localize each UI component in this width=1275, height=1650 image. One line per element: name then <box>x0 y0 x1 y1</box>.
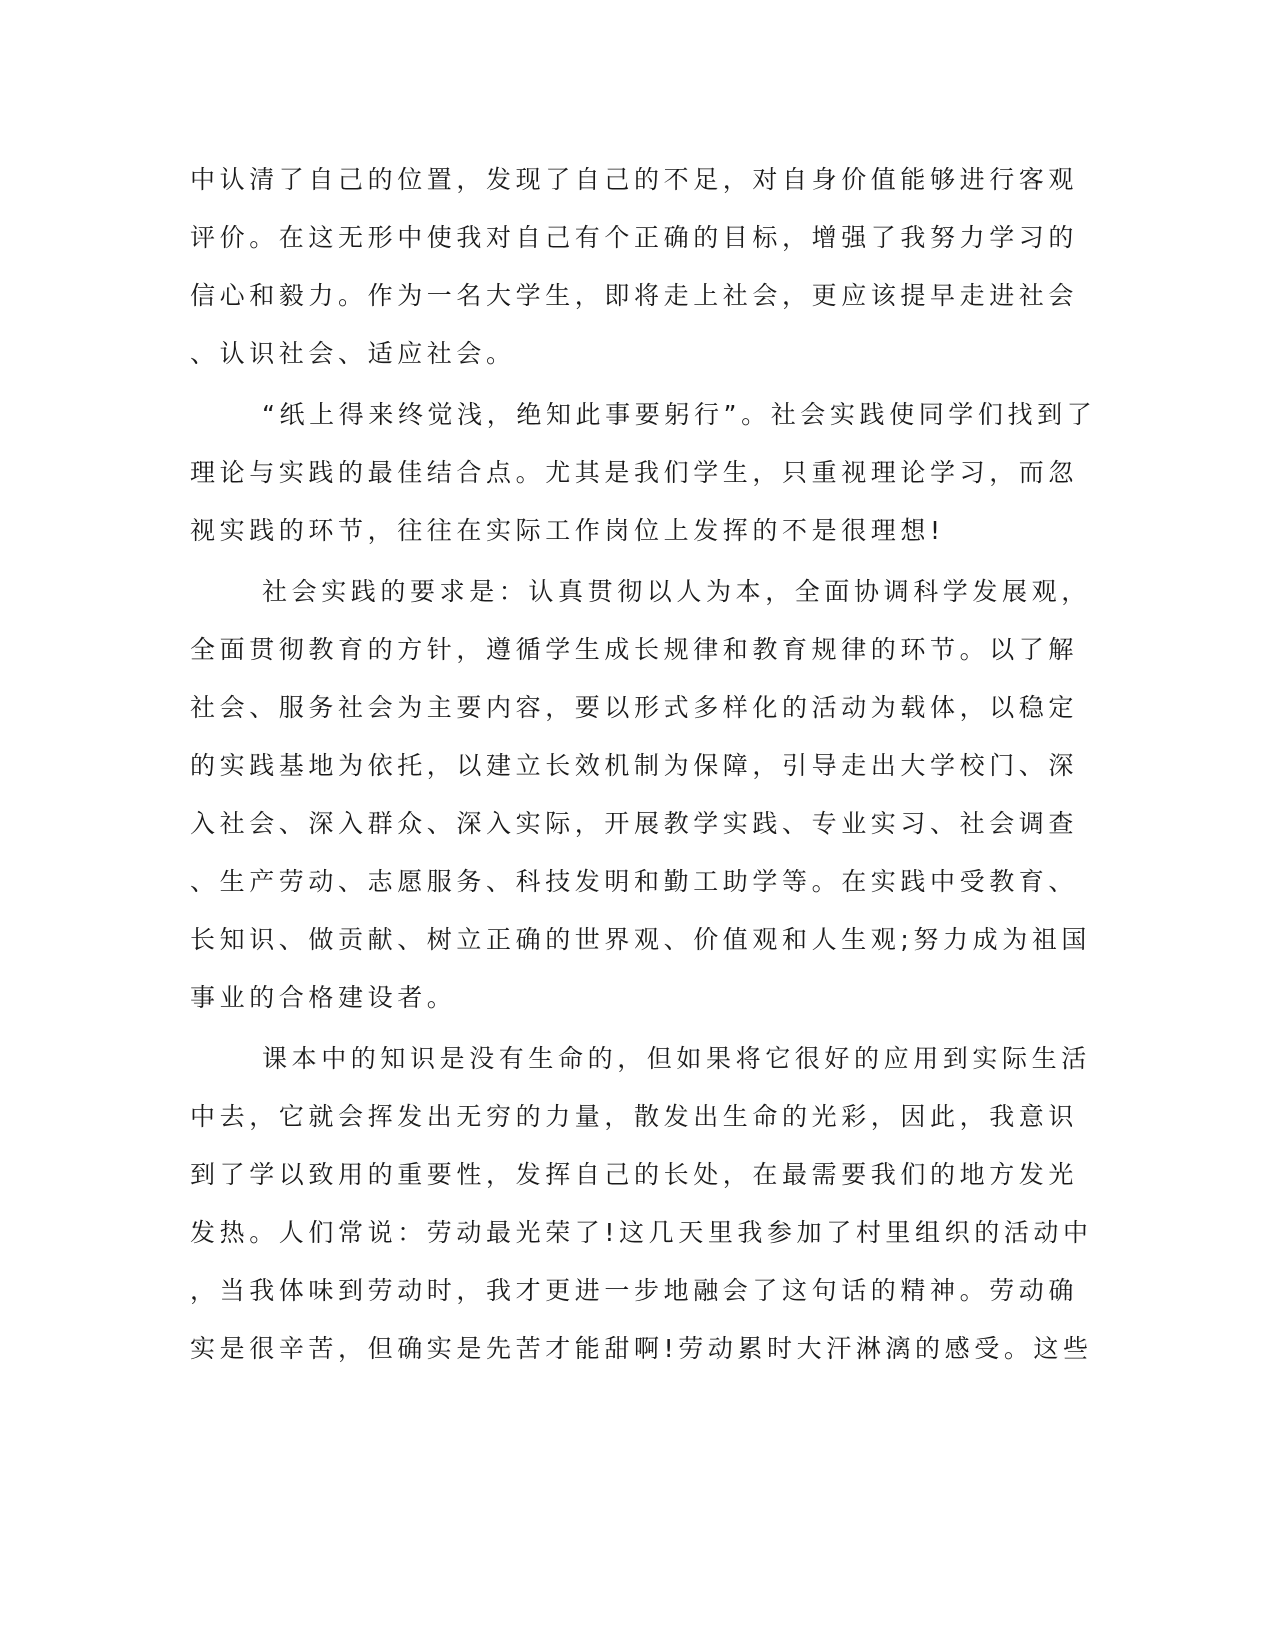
paragraph-2-line-2: 理论与实践的最佳结合点。尤其是我们学生，只重视理论学习，而忽 <box>190 458 1079 487</box>
paragraph-2-line-3: 视实践的环节，往往在实际工作岗位上发挥的不是很理想! <box>190 516 945 545</box>
paragraph-3-line-7: 长知识、做贡献、树立正确的世界观、价值观和人生观;努力成为祖国 <box>190 925 1092 954</box>
paragraph-4-line-2: 中去，它就会挥发出无穷的力量，散发出生命的光彩，因此，我意识 <box>190 1102 1079 1131</box>
paragraph-4-line-6: 实是很辛苦，但确实是先苦才能甜啊!劳动累时大汗淋漓的感受。这些 <box>190 1334 1093 1363</box>
paragraph-1-line-4: 、认识社会、适应社会。 <box>190 339 516 368</box>
paragraph-3-line-6: 、生产劳动、志愿服务、科技发明和勤工助学等。在实践中受教育、 <box>190 867 1079 896</box>
paragraph-4-line-3: 到了学以致用的重要性，发挥自己的长处，在最需要我们的地方发光 <box>190 1160 1079 1189</box>
paragraph-4-line-1: 课本中的知识是没有生命的，但如果将它很好的应用到实际生活 <box>262 1044 1091 1073</box>
paragraph-3-line-8: 事业的合格建设者。 <box>190 983 457 1012</box>
paragraph-4-line-4: 发热。人们常说：劳动最光荣了!这几天里我参加了村里组织的活动中 <box>190 1218 1093 1247</box>
paragraph-1-line-1: 中认清了自己的位置，发现了自己的不足，对自身价值能够进行客观 <box>190 165 1079 194</box>
paragraph-1-line-3: 信心和毅力。作为一名大学生，即将走上社会，更应该提早走进社会 <box>190 281 1079 310</box>
paragraph-3-line-3: 社会、服务社会为主要内容，要以形式多样化的活动为载体，以稳定 <box>190 693 1079 722</box>
paragraph-3-line-4: 的实践基地为依托，以建立长效机制为保障，引导走出大学校门、深 <box>190 751 1079 780</box>
paragraph-1-line-2: 评价。在这无形中使我对自己有个正确的目标，增强了我努力学习的 <box>190 223 1079 252</box>
paragraph-4-line-5: ，当我体味到劳动时，我才更进一步地融会了这句话的精神。劳动确 <box>190 1276 1079 1305</box>
paragraph-3-line-2: 全面贯彻教育的方针，遵循学生成长规律和教育规律的环节。以了解 <box>190 635 1079 664</box>
paragraph-2-line-1: “纸上得来终觉浅，绝知此事要躬行”。社会实践使同学们找到了 <box>262 400 1097 429</box>
paragraph-3-line-1: 社会实践的要求是：认真贯彻以人为本，全面协调科学发展观， <box>262 577 1091 606</box>
paragraph-3-line-5: 入社会、深入群众、深入实际，开展教学实践、专业实习、社会调查 <box>190 809 1079 838</box>
